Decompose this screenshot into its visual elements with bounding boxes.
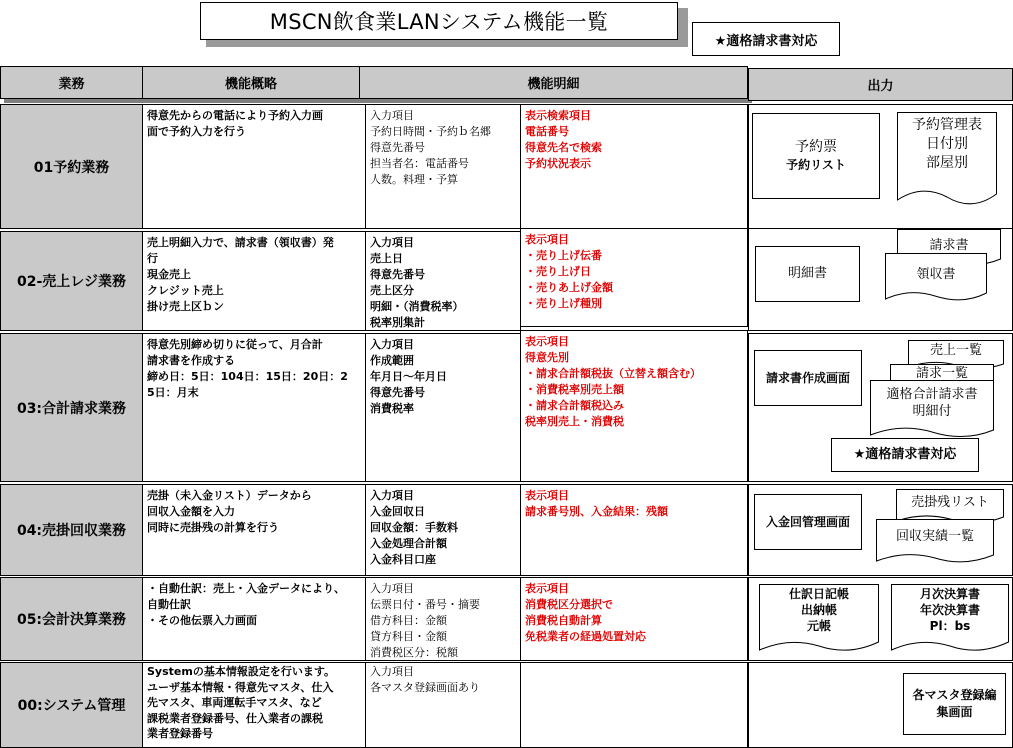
collection-results-doc (876, 519, 994, 565)
journal-ledger-doc (759, 584, 879, 654)
row-inputs: 入力項目 予約日時間・予約ｂ名郷 得意先番号 担当者名：電話番号 人数。料理・予算 (365, 104, 521, 229)
row-overview: ・自動仕訳：売上・入金データにより、 自動仕訳 ・その他伝票入力画面 (142, 577, 366, 661)
payment-management-screen: 入金回管理画面 (754, 494, 862, 550)
doc-label: 予約管理表 日付別 部屋別 (912, 117, 982, 171)
invoice-badge-output: ★適格請求書対応 (831, 438, 979, 472)
doc-subtitle: 予約リスト (786, 158, 846, 172)
row-overview: Systemの基本情報設定を行います。 ユーザ基本情報・得意先マスタ、仕入 先マスタ、車両運転手マスタ、など 課税業者登録番号、仕入業者の課税 業者登録番号 (142, 662, 366, 748)
financial-statements-doc (891, 584, 1009, 654)
invoice-badge: ★適格請求書対応 (692, 22, 840, 56)
row-label: 04:売掛回収業務 (0, 484, 143, 576)
row-display: 表示項目 消費税区分選択で 消費税自動計算 免税業者の経過処置対応 (520, 577, 748, 661)
header-output: 出力 (748, 68, 1013, 101)
row-inputs: 入力項目 伝票日付・番号・摘要 借方科目：金額 貸方科目・金額 消費税区分：税額 (365, 577, 521, 661)
doc-label: 領収書 (916, 267, 956, 282)
statement-doc: 明細書 (755, 246, 860, 302)
row-overview: 得意先別締め切りに従って、月合計 請求書を作成する 締め日：5日：104日：15日：20日：2 5日：月末 (142, 333, 366, 482)
row-display: 表示項目 請求番号別、入金結果：残額 (520, 484, 748, 576)
row-display: 表示検索項目 電話番号 得意先名で検索 予約状況表示 (520, 104, 748, 229)
doc-label: 請求一覧 (915, 366, 968, 381)
row-label: 01予約業務 (0, 104, 143, 229)
row-display: 表示項目 得意先別 ・請求合計額税抜（立替え額含む） ・消費税率別売上額 ・請求合計額税込み 税率別売上・消費税 (520, 330, 748, 482)
row-overview: 得意先からの電話により予約入力画 面で予約入力を行う (142, 104, 366, 229)
invoice-create-screen: 請求書作成画面 (754, 350, 862, 406)
doc-label: 売掛残リスト (911, 495, 989, 510)
master-edit-screen: 各マスタ登録編 集画面 (903, 673, 1006, 735)
row-overview: 売掛（未入金リスト）データから 回収入金額を入力 同時に売掛残の計算を行う (142, 484, 366, 576)
row-overview: 売上明細入力で、請求書（領収書）発 行 現金売上 クレジット売上 掛け売上区ｂン (142, 231, 366, 331)
doc-label: 月次決算書 年次決算書 Pl：bs (919, 587, 980, 633)
row-label: 03:合計請求業務 (0, 333, 143, 482)
doc-title: 予約票 (795, 139, 837, 155)
row-label: 02-売上レジ業務 (0, 231, 143, 331)
row-inputs: 入力項目 作成範囲 年月日～年月日 得意先番号 消費税率 (365, 333, 521, 482)
doc-label: 売上一覧 (929, 343, 982, 358)
row-inputs: 入力項目 入金回収日 回収金額：手数料 入金処理合計額 入金科目口座 (365, 484, 521, 576)
page-title: MSCN飲食業LANシステム機能一覧 (200, 2, 678, 40)
row-label: 05:会計決算業務 (0, 577, 143, 661)
header-overview: 機能概略 (142, 66, 360, 99)
reservation-table-doc (897, 112, 997, 208)
row-inputs: 入力項目 各マスタ登録画面あり (365, 662, 521, 748)
row-inputs: 入力項目 売上日 得意先番号 売上区分 明細・（消費税率） 税率別集計 (365, 231, 521, 331)
receipt-doc (885, 253, 987, 303)
qualified-invoice-doc (870, 380, 994, 440)
reservation-slip-doc (752, 113, 880, 199)
doc-label: 適格合計請求書 明細付 (886, 387, 978, 419)
doc-label: 回収実績一覧 (895, 529, 974, 544)
doc-label: 請求書 (929, 238, 969, 253)
row-label: 00:システム管理 (0, 662, 143, 748)
doc-label: 仕訳日記帳 出納帳 元帳 (788, 587, 849, 633)
header-business: 業務 (0, 66, 143, 99)
header-details: 機能明細 (359, 66, 748, 99)
row-display: 表示項目 ・売り上げ伝番 ・売り上げ日 ・売りあ上げ金額 ・売り上げ種別 (520, 228, 748, 327)
row-display (520, 662, 748, 748)
